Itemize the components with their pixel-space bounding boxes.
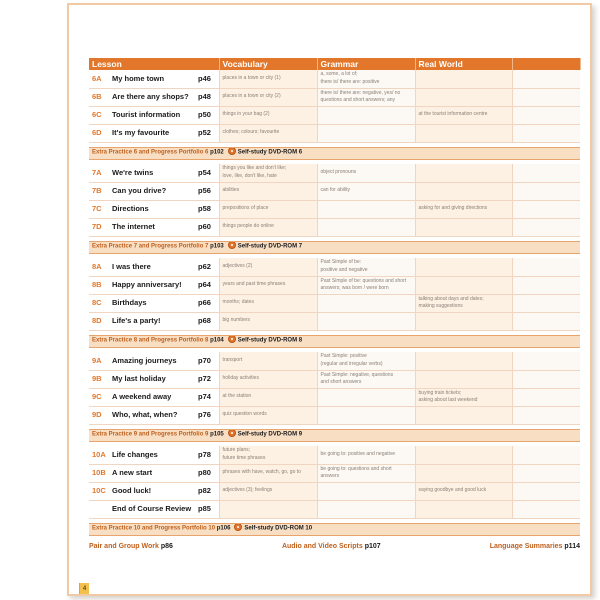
lesson-code: 10C bbox=[89, 482, 109, 500]
vocabulary-cell bbox=[219, 464, 317, 482]
vocabulary-cell-line: love, like, don't like, hate bbox=[222, 172, 277, 179]
lesson-row bbox=[89, 370, 580, 388]
lesson-title[interactable]: It's my favourite bbox=[109, 124, 196, 142]
vocabulary-cell bbox=[219, 446, 317, 464]
lesson-page: p64 bbox=[196, 276, 219, 294]
real-world-cell bbox=[415, 182, 512, 200]
header-lesson: Lesson bbox=[89, 58, 219, 70]
real-world-cell bbox=[415, 294, 512, 312]
lesson-row bbox=[89, 182, 580, 200]
extra-cell bbox=[512, 258, 580, 276]
dvd-disc-icon bbox=[228, 147, 236, 155]
footer-summaries-label: Language Summaries bbox=[489, 543, 563, 550]
real-world-cell bbox=[415, 124, 512, 142]
grammar-cell-line: there is/ there are: negative, yes/ no bbox=[320, 89, 401, 96]
header-real-world: Real World bbox=[415, 58, 512, 70]
vocabulary-cell bbox=[219, 294, 317, 312]
grammar-cell-line: questions and short answers; any bbox=[320, 97, 396, 103]
real-world-cell bbox=[415, 388, 512, 406]
self-study-label[interactable]: Self-study DVD-ROM 7 bbox=[237, 244, 303, 251]
extra-cell bbox=[512, 482, 580, 500]
lesson-page: p60 bbox=[196, 218, 219, 236]
lesson-title[interactable]: Who, what, when? bbox=[109, 406, 196, 424]
vocabulary-cell bbox=[219, 388, 317, 406]
grammar-cell-line: there is/ there are: positive bbox=[320, 78, 380, 85]
grammar-cell bbox=[317, 124, 415, 142]
vocabulary-cell bbox=[219, 88, 317, 106]
band-spacer bbox=[89, 535, 580, 540]
lesson-code: 8A bbox=[89, 258, 109, 276]
vocabulary-cell bbox=[219, 370, 317, 388]
extra-practice-page: p103 bbox=[210, 244, 224, 251]
lesson-row bbox=[89, 388, 580, 406]
grammar-cell bbox=[317, 164, 415, 182]
grammar-cell bbox=[317, 200, 415, 218]
grammar-cell-line: (regular and irregular verbs) bbox=[320, 360, 383, 367]
vocabulary-cell-line: phrases with have, watch, go, go to bbox=[222, 469, 301, 476]
grammar-cell bbox=[317, 464, 415, 482]
lesson-title[interactable]: Are there any shops? bbox=[109, 88, 196, 106]
footer-scripts[interactable] bbox=[282, 543, 381, 550]
real-world-cell bbox=[415, 164, 512, 182]
lesson-page: p74 bbox=[196, 388, 219, 406]
lesson-row bbox=[89, 200, 580, 218]
extra-practice-page: p102 bbox=[210, 150, 224, 157]
vocabulary-cell-line: quiz question words bbox=[222, 411, 267, 418]
vocabulary-cell-line: at the station bbox=[222, 393, 252, 400]
extra-practice-page: p105 bbox=[210, 432, 224, 439]
vocabulary-cell bbox=[219, 276, 317, 294]
lesson-title[interactable]: Good luck! bbox=[109, 482, 196, 500]
real-world-cell-line: asking about last weekend bbox=[418, 397, 478, 403]
self-study-label[interactable]: Self-study DVD-ROM 6 bbox=[237, 150, 303, 157]
grammar-cell bbox=[317, 388, 415, 406]
lesson-row bbox=[89, 482, 580, 500]
lesson-page: p82 bbox=[196, 482, 219, 500]
lesson-code: 7A bbox=[89, 164, 109, 182]
lesson-page: p78 bbox=[196, 446, 219, 464]
lesson-title[interactable]: I was there bbox=[109, 258, 196, 276]
lesson-page: p52 bbox=[196, 124, 219, 142]
vocabulary-cell-line: things people do online bbox=[222, 223, 274, 230]
dvd-disc-icon bbox=[228, 241, 236, 249]
contents-table bbox=[89, 58, 581, 540]
extra-practice-cell bbox=[89, 523, 580, 535]
real-world-cell bbox=[415, 106, 512, 124]
lesson-code: 6A bbox=[89, 70, 109, 88]
vocabulary-cell-line: holiday activities bbox=[222, 375, 259, 382]
grammar-cell bbox=[317, 106, 415, 124]
extra-cell bbox=[512, 446, 580, 464]
lesson-title[interactable]: My last holiday bbox=[109, 370, 196, 388]
lesson-code: 6B bbox=[89, 88, 109, 106]
lesson-code bbox=[89, 500, 109, 518]
vocabulary-cell-line: transport bbox=[222, 357, 243, 363]
lesson-page: p46 bbox=[196, 70, 219, 88]
grammar-cell bbox=[317, 312, 415, 330]
grammar-cell-line: a, some, a lot of; bbox=[320, 71, 358, 78]
extra-cell bbox=[512, 370, 580, 388]
extra-cell bbox=[512, 500, 580, 518]
grammar-cell-line: Past Simple: positive bbox=[320, 353, 367, 360]
grammar-cell bbox=[317, 88, 415, 106]
vocabulary-cell-line: prepositions of place bbox=[222, 205, 269, 212]
footer-links bbox=[89, 543, 580, 550]
header-extra bbox=[512, 58, 580, 70]
lesson-title[interactable]: Directions bbox=[109, 200, 196, 218]
vocabulary-cell bbox=[219, 164, 317, 182]
vocabulary-cell bbox=[219, 200, 317, 218]
extra-cell bbox=[512, 464, 580, 482]
grammar-cell-line: Past Simple of be: bbox=[320, 259, 362, 266]
lesson-row bbox=[89, 446, 580, 464]
real-world-cell bbox=[415, 88, 512, 106]
lesson-page: p54 bbox=[196, 164, 219, 182]
real-world-cell-line: buying train tickets; bbox=[418, 389, 462, 396]
real-world-cell-line: at the tourist information centre bbox=[418, 111, 488, 118]
real-world-cell bbox=[415, 218, 512, 236]
vocabulary-cell-line: things in your bag (2) bbox=[222, 111, 270, 118]
extra-cell bbox=[512, 218, 580, 236]
extra-practice-band bbox=[89, 335, 580, 347]
real-world-cell-line: making suggestions bbox=[418, 303, 463, 309]
grammar-cell-line: Past Simple: negative, questions bbox=[320, 371, 394, 378]
lesson-code: 10B bbox=[89, 464, 109, 482]
grammar-cell bbox=[317, 182, 415, 200]
lesson-title[interactable]: My home town bbox=[109, 70, 196, 88]
extra-cell bbox=[512, 164, 580, 182]
lesson-code: 8D bbox=[89, 312, 109, 330]
lesson-row bbox=[89, 464, 580, 482]
lesson-row bbox=[89, 352, 580, 370]
vocabulary-cell bbox=[219, 70, 317, 88]
vocabulary-cell-line: months; dates bbox=[222, 299, 254, 306]
lesson-code: 10A bbox=[89, 446, 109, 464]
extra-cell bbox=[512, 276, 580, 294]
real-world-cell bbox=[415, 70, 512, 88]
extra-practice-label[interactable]: Extra Practice 9 and Progress Portfolio 9 bbox=[92, 432, 209, 439]
grammar-cell-line: positive and negative bbox=[320, 266, 368, 273]
lesson-page: p70 bbox=[196, 352, 219, 370]
footer-pair-work[interactable] bbox=[89, 543, 173, 550]
vocabulary-cell-line: big numbers bbox=[222, 317, 251, 324]
vocabulary-cell bbox=[219, 406, 317, 424]
self-study-label[interactable]: Self-study DVD-ROM 10 bbox=[244, 526, 313, 533]
lesson-row bbox=[89, 164, 580, 182]
vocabulary-cell-line: future plans; bbox=[222, 447, 251, 454]
lesson-page: p66 bbox=[196, 294, 219, 312]
lesson-title[interactable]: Happy anniversary! bbox=[109, 276, 196, 294]
vocabulary-cell-line: future time phrases bbox=[222, 454, 266, 461]
lesson-row bbox=[89, 124, 580, 142]
vocabulary-cell bbox=[219, 218, 317, 236]
lesson-title[interactable]: End of Course Review bbox=[109, 500, 196, 518]
extra-cell bbox=[512, 124, 580, 142]
vocabulary-cell-line: things you like and don't like; bbox=[222, 165, 287, 172]
grammar-cell-line: be going to: positive and negative bbox=[320, 451, 396, 457]
footer-pair-work-label: Pair and Group Work bbox=[89, 543, 159, 550]
contents-page bbox=[67, 3, 592, 596]
grammar-cell bbox=[317, 352, 415, 370]
lesson-row bbox=[89, 106, 580, 124]
lesson-title[interactable]: A new start bbox=[109, 464, 196, 482]
header-vocabulary: Vocabulary bbox=[219, 58, 317, 70]
table-header-row bbox=[89, 58, 580, 70]
lesson-code: 8B bbox=[89, 276, 109, 294]
vocabulary-cell bbox=[219, 482, 317, 500]
extra-practice-label[interactable]: Extra Practice 6 and Progress Portfolio 6 bbox=[92, 150, 209, 157]
real-world-cell-line: saying goodbye and good luck bbox=[418, 487, 487, 494]
vocabulary-cell bbox=[219, 182, 317, 200]
lesson-code: 8C bbox=[89, 294, 109, 312]
lesson-row bbox=[89, 258, 580, 276]
extra-practice-cell bbox=[89, 335, 580, 347]
extra-practice-cell bbox=[89, 241, 580, 253]
lesson-row bbox=[89, 88, 580, 106]
vocabulary-cell-line: adjectives (3); feelings bbox=[222, 487, 273, 494]
real-world-cell bbox=[415, 352, 512, 370]
lesson-page: p76 bbox=[196, 406, 219, 424]
lesson-code: 6C bbox=[89, 106, 109, 124]
lesson-row bbox=[89, 276, 580, 294]
lesson-page: p85 bbox=[196, 500, 219, 518]
footer-summaries[interactable] bbox=[490, 543, 580, 550]
lesson-title[interactable]: Life's a party! bbox=[109, 312, 196, 330]
vocabulary-cell bbox=[219, 106, 317, 124]
grammar-cell-line: be going to: questions and short answers bbox=[320, 465, 392, 479]
header-grammar: Grammar bbox=[317, 58, 415, 70]
page-number: 4 bbox=[79, 583, 89, 596]
lesson-code: 6D bbox=[89, 124, 109, 142]
lesson-title[interactable]: Birthdays bbox=[109, 294, 196, 312]
grammar-cell bbox=[317, 406, 415, 424]
real-world-cell bbox=[415, 482, 512, 500]
footer-summaries-page: p114 bbox=[564, 543, 580, 550]
vocabulary-cell bbox=[219, 352, 317, 370]
footer-scripts-label: Audio and Video Scripts bbox=[281, 543, 363, 550]
lesson-title[interactable]: We're twins bbox=[109, 164, 196, 182]
self-study-label[interactable]: Self-study DVD-ROM 8 bbox=[237, 338, 303, 345]
grammar-cell bbox=[317, 294, 415, 312]
extra-practice-band bbox=[89, 147, 580, 159]
grammar-cell-line: Past Simple of be: questions and short bbox=[320, 277, 407, 284]
grammar-cell-line: object pronouns bbox=[320, 169, 357, 175]
extra-practice-band bbox=[89, 523, 580, 535]
lesson-row bbox=[89, 406, 580, 424]
real-world-cell bbox=[415, 258, 512, 276]
extra-practice-page: p104 bbox=[210, 338, 224, 345]
lesson-page: p80 bbox=[196, 464, 219, 482]
lesson-page: p56 bbox=[196, 182, 219, 200]
grammar-cell bbox=[317, 258, 415, 276]
extra-practice-cell bbox=[89, 147, 580, 159]
extra-cell bbox=[512, 294, 580, 312]
vocabulary-cell-line: places in a town or city (2) bbox=[222, 93, 281, 100]
real-world-cell bbox=[415, 200, 512, 218]
vocabulary-cell-line: years and past time phrases bbox=[222, 281, 286, 288]
lesson-row bbox=[89, 294, 580, 312]
real-world-cell bbox=[415, 464, 512, 482]
extra-cell bbox=[512, 352, 580, 370]
lesson-code: 7D bbox=[89, 218, 109, 236]
footer-pair-work-page: p86 bbox=[160, 543, 173, 550]
vocabulary-cell bbox=[219, 500, 317, 518]
vocabulary-cell-line: places in a town or city (1) bbox=[222, 75, 281, 81]
band-spacer-cell bbox=[89, 535, 580, 540]
lesson-row bbox=[89, 500, 580, 518]
extra-cell bbox=[512, 70, 580, 88]
extra-cell bbox=[512, 388, 580, 406]
extra-cell bbox=[512, 182, 580, 200]
lesson-title[interactable]: Amazing journeys bbox=[109, 352, 196, 370]
extra-practice-cell bbox=[89, 429, 580, 441]
real-world-cell bbox=[415, 406, 512, 424]
lesson-page: p48 bbox=[196, 88, 219, 106]
footer-scripts-page: p107 bbox=[364, 543, 381, 550]
vocabulary-cell bbox=[219, 312, 317, 330]
lesson-page: p58 bbox=[196, 200, 219, 218]
dvd-disc-icon bbox=[228, 429, 236, 437]
real-world-cell bbox=[415, 446, 512, 464]
extra-cell bbox=[512, 406, 580, 424]
lesson-code: 9C bbox=[89, 388, 109, 406]
lesson-page: p50 bbox=[196, 106, 219, 124]
grammar-cell bbox=[317, 218, 415, 236]
grammar-cell-line: answers; was born / were born bbox=[320, 285, 389, 291]
vocabulary-cell-line: clothes; colours; favourite bbox=[222, 129, 280, 136]
grammar-cell bbox=[317, 70, 415, 88]
vocabulary-cell-line: adjectives (2) bbox=[222, 263, 253, 269]
extra-practice-label[interactable]: Extra Practice 7 and Progress Portfolio 7 bbox=[92, 244, 209, 251]
lesson-code: 9B bbox=[89, 370, 109, 388]
self-study-label[interactable]: Self-study DVD-ROM 9 bbox=[237, 432, 303, 439]
lesson-title[interactable]: A weekend away bbox=[109, 388, 196, 406]
real-world-cell bbox=[415, 370, 512, 388]
extra-cell bbox=[512, 88, 580, 106]
grammar-cell-line: and short answers bbox=[320, 379, 362, 385]
lesson-title[interactable]: Tourist information bbox=[109, 106, 196, 124]
vocabulary-cell bbox=[219, 124, 317, 142]
lesson-title[interactable]: Can you drive? bbox=[109, 182, 196, 200]
real-world-cell-line: asking for and giving directions bbox=[418, 205, 488, 212]
grammar-cell bbox=[317, 500, 415, 518]
grammar-cell bbox=[317, 446, 415, 464]
grammar-cell bbox=[317, 482, 415, 500]
lesson-page: p68 bbox=[196, 312, 219, 330]
extra-practice-label[interactable]: Extra Practice 10 and Progress Portfolio 10 bbox=[92, 526, 216, 533]
grammar-cell-line: can for ability bbox=[320, 187, 350, 194]
lesson-page: p72 bbox=[196, 370, 219, 388]
vocabulary-cell-line: abilities bbox=[222, 187, 240, 194]
dvd-disc-icon bbox=[234, 523, 242, 531]
lesson-row bbox=[89, 218, 580, 236]
extra-practice-page: p106 bbox=[216, 526, 231, 533]
lesson-code: 9A bbox=[89, 352, 109, 370]
contents-content bbox=[89, 58, 580, 550]
extra-cell bbox=[512, 106, 580, 124]
extra-practice-band bbox=[89, 429, 580, 441]
grammar-cell bbox=[317, 370, 415, 388]
real-world-cell bbox=[415, 500, 512, 518]
extra-practice-band bbox=[89, 241, 580, 253]
lesson-page: p62 bbox=[196, 258, 219, 276]
extra-cell bbox=[512, 312, 580, 330]
table-body bbox=[89, 70, 580, 540]
lesson-title[interactable]: Life changes bbox=[109, 446, 196, 464]
real-world-cell bbox=[415, 276, 512, 294]
dvd-disc-icon bbox=[228, 335, 236, 343]
grammar-cell bbox=[317, 276, 415, 294]
extra-practice-label[interactable]: Extra Practice 8 and Progress Portfolio 8 bbox=[92, 338, 209, 345]
extra-cell bbox=[512, 200, 580, 218]
lesson-code: 7B bbox=[89, 182, 109, 200]
lesson-title[interactable]: The internet bbox=[109, 218, 196, 236]
real-world-cell-line: talking about days and dates; bbox=[418, 295, 484, 302]
lesson-code: 9D bbox=[89, 406, 109, 424]
vocabulary-cell bbox=[219, 258, 317, 276]
lesson-code: 7C bbox=[89, 200, 109, 218]
lesson-row bbox=[89, 312, 580, 330]
lesson-row bbox=[89, 70, 580, 88]
real-world-cell bbox=[415, 312, 512, 330]
